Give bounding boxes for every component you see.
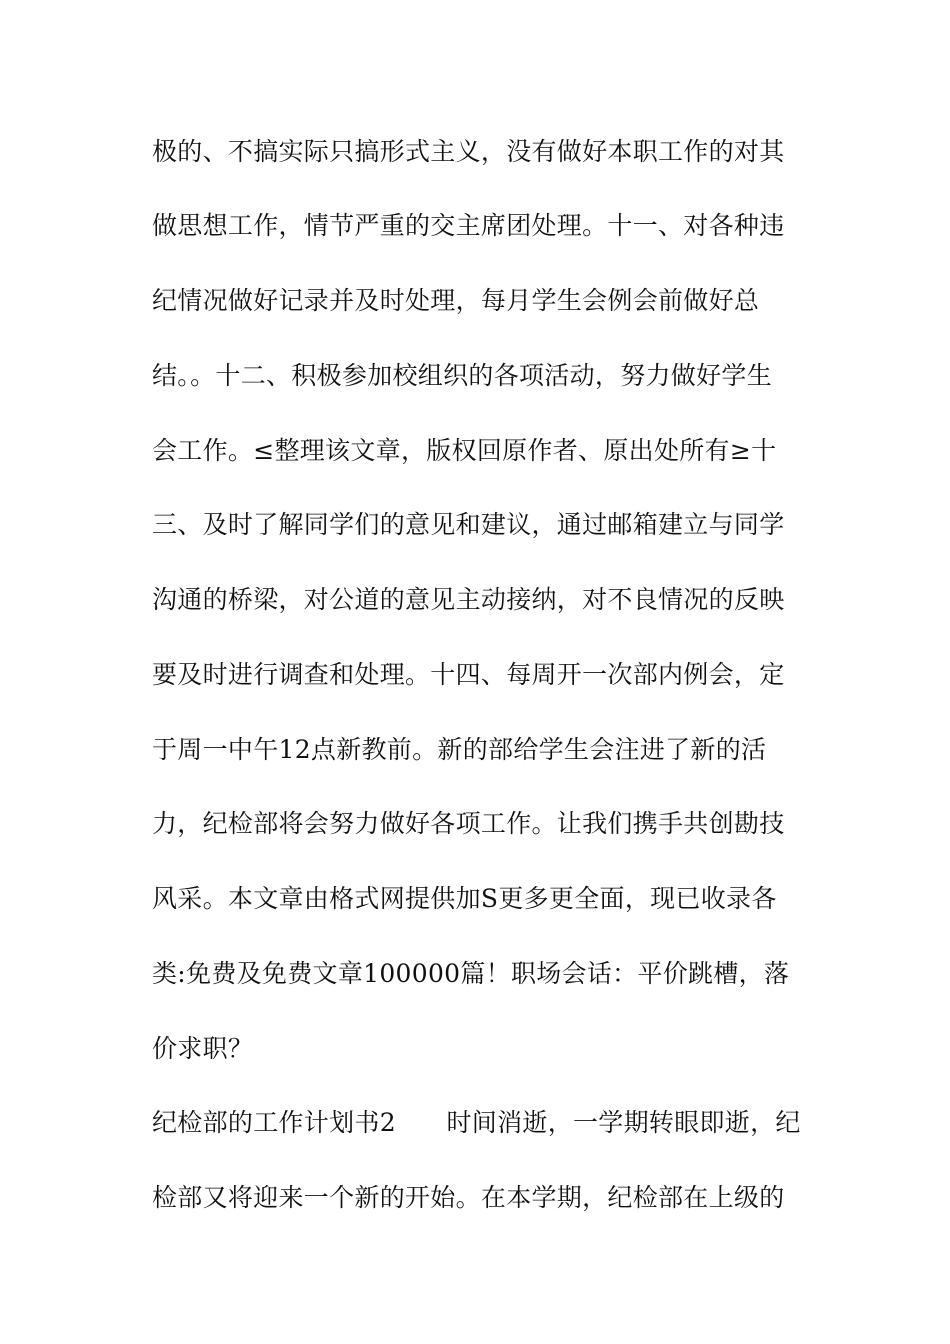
text-line: 要及时进行调查和处理。十四、每周开一次部内例会，定 [152, 660, 785, 689]
text-line: 三、及时了解同学们的意见和建议，通过邮箱建立与同学 [152, 510, 785, 539]
text-line: 结。。十二、积极参加校组织的各项活动，努力做好学生 [152, 361, 773, 390]
text-line: 类:免费及免费文章100000篇！职场会话：平价跳槽，落 [152, 959, 790, 988]
text-line: 沟通的桥梁，对公道的意见主动接纳，对不良情况的反映 [152, 585, 785, 614]
text-line: 价求职？ [152, 1034, 254, 1063]
text-line: 极的、不搞实际只搞形式主义，没有做好本职工作的对其 [152, 137, 785, 166]
text-line: 力，纪检部将会努力做好各项工作。让我们携手共创勘技 [152, 809, 785, 838]
text-line: 会工作。≤整理该文章，版权回原作者、原出处所有≥十 [152, 436, 777, 465]
text-line: 检部又将迎来一个新的开始。在本学期，纪检部在上级的 [152, 1183, 785, 1212]
text-line: 纪情况做好记录并及时处理，每月学生会例会前做好总 [152, 286, 760, 315]
text-line: 风采。本文章由格式网提供加S更多更全面，现已收录各 [152, 884, 777, 913]
text-line: 于周一中午12点新教前。新的部给学生会注进了新的活 [152, 735, 767, 764]
section-heading-line: 纪检部的工作计划书2 时间消逝，一学期转眼即逝，纪 [152, 1108, 801, 1137]
text-line: 做思想工作，情节严重的交主席团处理。十一、对各种违 [152, 211, 785, 240]
